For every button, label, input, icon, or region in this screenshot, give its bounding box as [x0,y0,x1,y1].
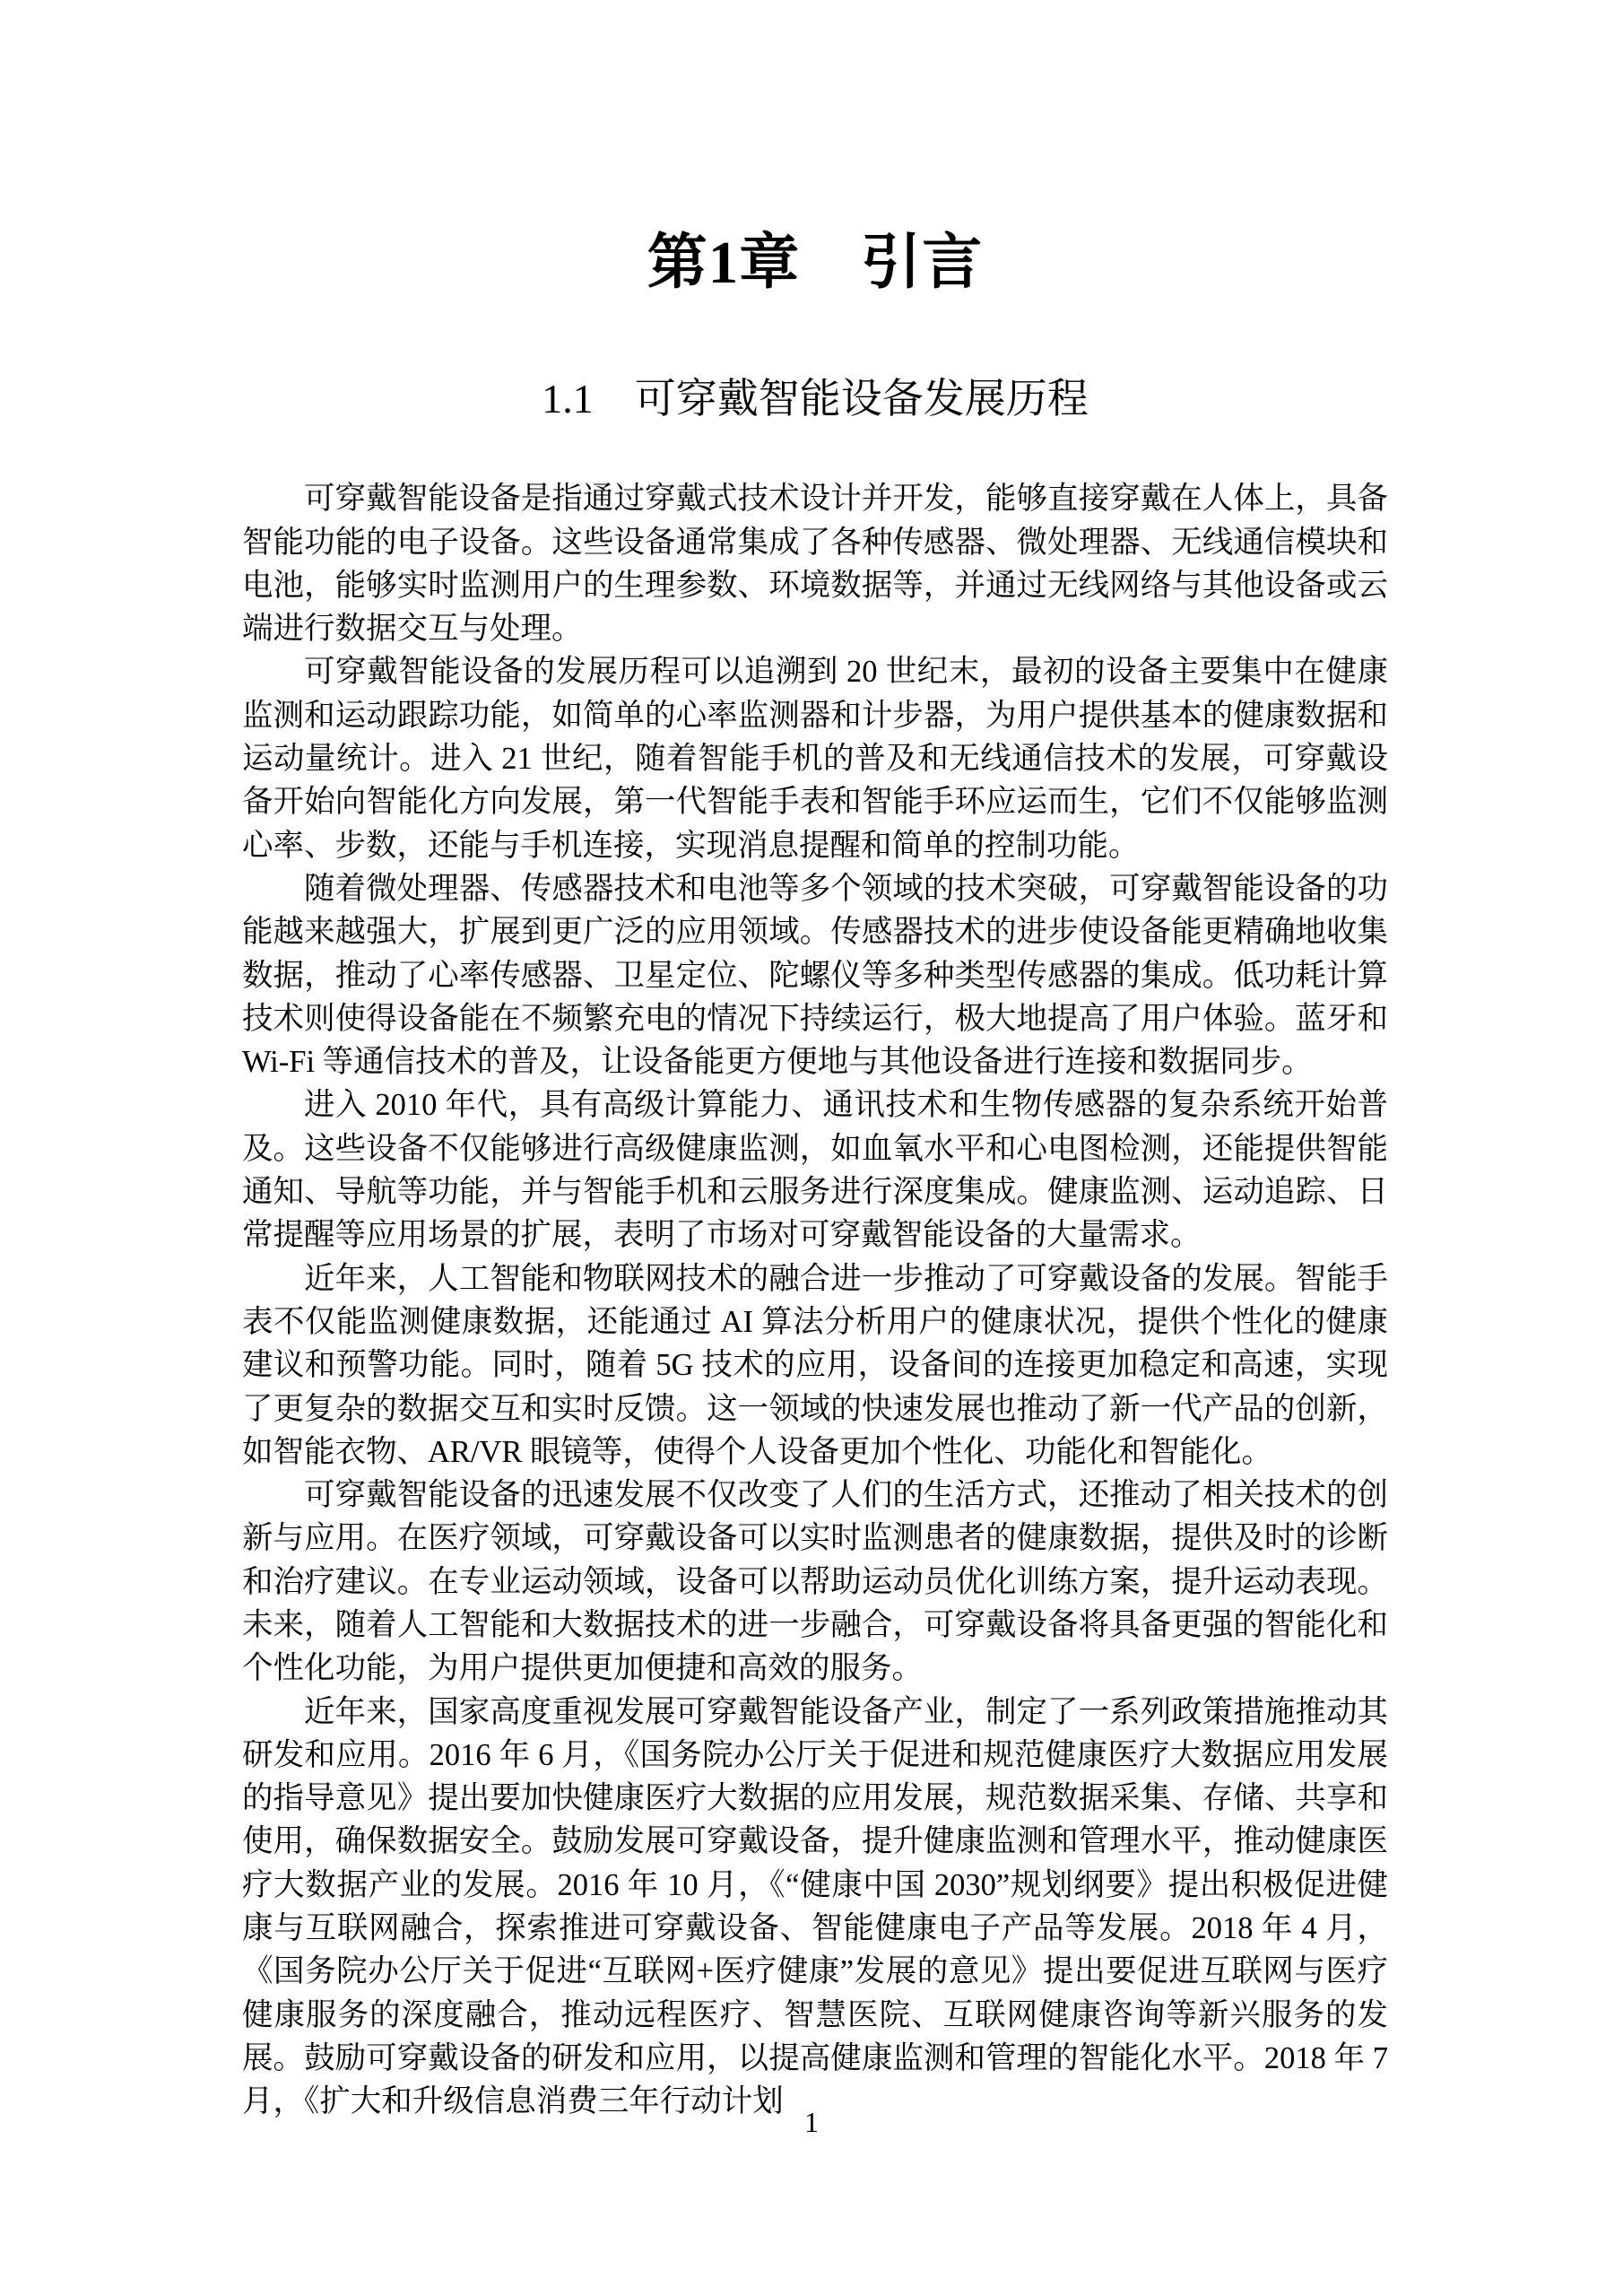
paragraph-4: 进入 2010 年代，具有高级计算能力、通讯技术和生物传感器的复杂系统开始普及。这些设备不仅能够进行高级健康监测，如血氧水平和心电图检测，还能提供智能通知、导航等功能，并与智能手机和云服务进行深度集成。健康监测、运动追踪、日常提醒等应用场景的扩展，表明了市场对可穿戴智能设备的大量需求。 [242,1088,1388,1253]
page-content [242,0,1388,2124]
paragraph-6: 可穿戴智能设备的迅速发展不仅改变了人们的生活方式，还推动了相关技术的创新与应用。在医疗领域，可穿戴设备可以实时监测患者的健康数据，提供及时的诊断和治疗建议。在专业运动领域，设备可以帮助运动员优化训练方案，提升运动表现。未来，随着人工智能和大数据技术的进一步融合，可穿戴设备将具备更强的智能化和个性化功能，为用户提供更加便捷和高效的服务。 [242,1478,1388,1686]
paragraph-2: 可穿戴智能设备的发展历程可以追溯到 20 世纪末，最初的设备主要集中在健康监测和运动跟踪功能，如简单的心率监测器和计步器，为用户提供基本的健康数据和运动量统计。进入 21 世纪，随着智能手机的普及和无线通信技术的发展，可穿戴设备开始向智能化方向发展，第一代智能手表和智能手环应运而生，它们不仅能够监测心率、步数，还能与手机连接，实现消息提醒和简单的控制功能。 [242,655,1388,863]
paragraph-1: 可穿戴智能设备是指通过穿戴式技术设计并开发，能够直接穿戴在人体上，具备智能功能的电子设备。这些设备通常集成了各种传感器、微处理器、无线通信模块和电池，能够实时监测用户的生理参数、环境数据等，并通过无线网络与其他设备或云端进行数据交互与处理。 [242,482,1388,647]
page-number: 1 [804,2106,819,2138]
paragraph-5: 近年来，人工智能和物联网技术的融合进一步推动了可穿戴设备的发展。智能手表不仅能监测健康数据，还能通过 AI 算法分析用户的健康状况，提供个性化的健康建议和预警功能。同时，随着 5G 技术的应用，设备间的连接更加稳定和高速，实现了更复杂的数据交互和实时反馈。这一领域的快速发展也推动了新一代产品的创新，如智能衣物、AR/VR 眼镜等，使得个人设备更加个性化、功能化和智能化。 [242,1261,1388,1469]
paragraph-3: 随着微处理器、传感器技术和电池等多个领域的技术突破，可穿戴智能设备的功能越来越强大，扩展到更广泛的应用领域。传感器技术的进步使设备能更精确地收集数据，推动了心率传感器、卫星定位、陀螺仪等多种类型传感器的集成。低功耗计算技术则使得设备能在不频繁充电的情况下持续运行，极大地提高了用户体验。蓝牙和 Wi-Fi 等通信技术的普及，让设备能更方便地与其他设备进行连接和数据同步。 [242,871,1388,1080]
section-title: 1.1 可穿戴智能设备发展历程 [542,376,1089,422]
body-text [242,477,1388,2123]
paragraph-7: 近年来，国家高度重视发展可穿戴智能设备产业，制定了一系列政策措施推动其研发和应用。2016 年 6 月，《国务院办公厅关于促进和规范健康医疗大数据应用发展的指导意见》提出要加快健康医疗大数据的应用发展，规范数据采集、存储、共享和使用，确保数据安全。鼓励发展可穿戴设备，提升健康监测和管理水平，推动健康医疗大数据产业的发展。2016 年 10 月，《“健康中国 2030”规划纲要》提出积极促进健康与互联网融合，探索推进可穿戴设备、智能健康电子产品等发展。2018 年 4 月，《国务院办公厅关于促进“互联网+医疗健康”发展的意见》提出要促进互联网与医疗健康服务的深度融合，推动远程医疗、智慧医院、互联网健康咨询等新兴服务的发展。鼓励可穿戴设备的研发和应用，以提高健康监测和管理的智能化水平。2018 年 7 月，《扩大和升级信息消费三年行动计划 [242,1694,1388,2119]
chapter-title: 第1章 引言 [647,230,984,296]
